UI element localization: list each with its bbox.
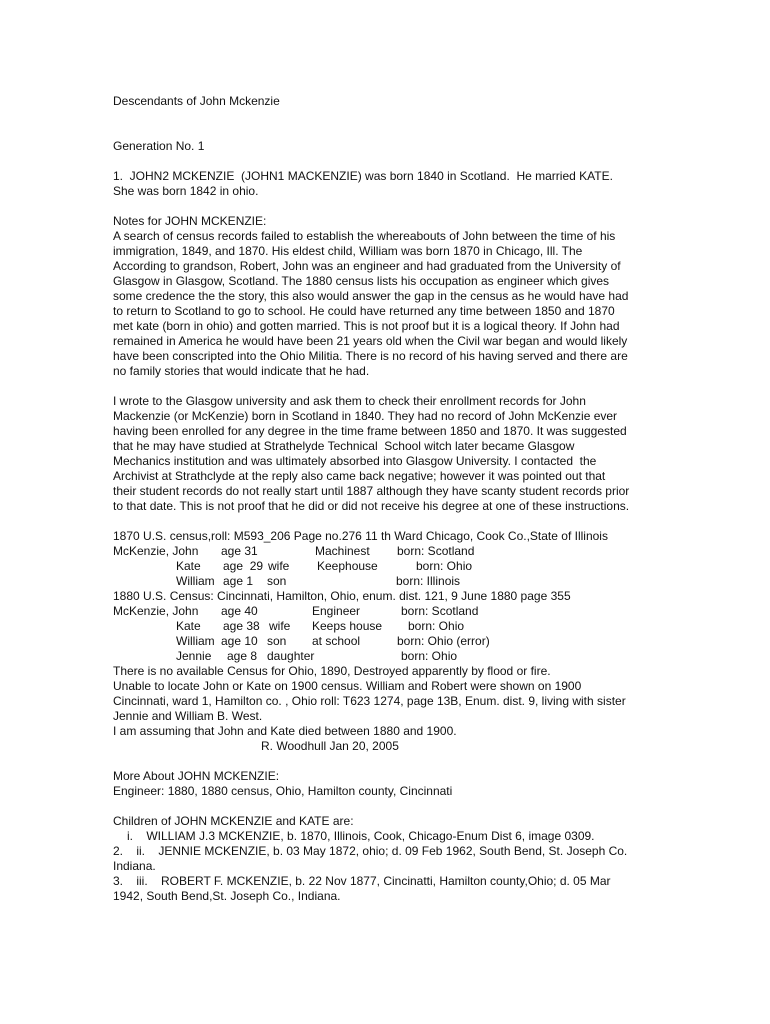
child-item: 2. ii. JENNIE MCKENZIE, b. 03 May 1872, ohio; d. 09 Feb 1962, South Bend, St. Joseph Co.	[113, 844, 628, 858]
entry-line-2: She was born 1842 in ohio.	[113, 184, 259, 198]
census-born: born: Illinois	[396, 574, 461, 588]
text-line: met kate (born in ohio) and gotten married. This is not proof but it is a logical theory. If John had	[113, 319, 620, 333]
census-born: born: Scotland	[397, 544, 475, 558]
text-line: to that date. This is not proof that he did or did not receive his degree at one of these instructions.	[113, 499, 630, 513]
census-born: born: Scotland	[401, 604, 479, 618]
notes-paragraph-1	[113, 229, 673, 379]
census-name: William	[176, 634, 215, 648]
census-age: age 8	[227, 649, 258, 663]
text-line: no family stories that would indicate that he had.	[113, 364, 370, 378]
text-line: immigration, 1849, and 1870. His eldest child, William was born 1870 in Chicago, Ill. The	[113, 244, 583, 258]
census-born: born: Ohio	[408, 619, 465, 633]
census-relation: son	[267, 634, 287, 648]
signature: R. Woodhull Jan 20, 2005	[261, 739, 399, 753]
census-age: age 40	[221, 604, 258, 618]
census-1880	[113, 589, 673, 664]
notes-heading: Notes for JOHN MCKENZIE:	[113, 214, 267, 228]
text-line: Mackenzie (or McKenzie) born in Scotland in 1840. They had no record of John McKenzie ever	[113, 409, 618, 423]
notes-paragraph-2	[113, 394, 673, 514]
census-name: Kate	[176, 619, 201, 633]
text-line: some credence the the story, this also would answer the gap in the census as he would have had	[113, 289, 629, 303]
census-age: age 31	[221, 544, 258, 558]
census-relation: wife	[268, 559, 290, 573]
census-relation: wife	[269, 619, 291, 633]
census-1870	[113, 529, 673, 589]
census-name: McKenzie, John	[113, 544, 199, 558]
census-relation: son	[267, 574, 287, 588]
more-about-line: Engineer: 1880, 1880 census, Ohio, Hamilton county, Cincinnati	[113, 784, 453, 798]
census-row	[113, 634, 673, 649]
children-list	[113, 829, 673, 904]
census-age: age 38	[223, 619, 260, 633]
generation-heading: Generation No. 1	[113, 139, 205, 153]
census-row	[113, 649, 673, 664]
document-page	[113, 94, 673, 904]
census-name: William	[176, 574, 215, 588]
census-name: McKenzie, John	[113, 604, 199, 618]
text-line: their student records do not really start until 1887 although they have scanty student records prior	[113, 484, 630, 498]
census-row	[113, 559, 673, 574]
text-line: There is no available Census for Ohio, 1890, Destroyed apparently by flood or fire.	[113, 664, 551, 678]
census-born: born: Ohio (error)	[397, 634, 490, 648]
text-line: Glasgow in Glasgow, Scotland. The 1880 census lists his occupation as engineer which gives	[113, 274, 610, 288]
census-occupation: Engineer	[312, 604, 361, 618]
entry-line-1: 1. JOHN2 MCKENZIE (JOHN1 MACKENZIE) was born 1840 in Scotland. He married KATE.	[113, 169, 613, 183]
text-line: remained in America he would have been 21 years old when the Civil war began and would likely	[113, 334, 628, 348]
census-occupation: at school	[312, 634, 361, 648]
census-name: Jennie	[176, 649, 212, 663]
census-occupation: Keephouse	[317, 559, 378, 573]
census-row	[113, 574, 673, 589]
census-name: Kate	[176, 559, 201, 573]
text-line: have been conscripted into the Ohio Militia. There is no record of his having served and there are	[113, 349, 628, 363]
text-line: having been enrolled for any degree in the time frame between 1850 and 1870. It was suggested	[113, 424, 627, 438]
text-line: to return to Scotland to go to school. He could have returned any time between 1850 and 1870	[113, 304, 615, 318]
census-1870-header: 1870 U.S. census,roll: M593_206 Page no.276 11 th Ward Chicago, Cook Co.,State of Illinois	[113, 529, 608, 543]
census-row	[113, 544, 673, 559]
text-line: Cincinnati, ward 1, Hamilton co. , Ohio roll: T623 1274, page 13B, Enum. dist. 9, living with sister	[113, 694, 626, 708]
children-heading: Children of JOHN MCKENZIE and KATE are:	[113, 814, 354, 828]
text-line: According to grandson, Robert, John was an engineer and had graduated from the University of	[113, 259, 621, 273]
text-line: Unable to locate John or Kate on 1900 census. William and Robert were shown on 1900	[113, 679, 582, 693]
text-line: that he may have studied at Strathelyde Technical School witch later became Glasgow	[113, 439, 575, 453]
census-1880-header: 1880 U.S. Census: Cincinnati, Hamilton, Ohio, enum. dist. 121, 9 June 1880 page 355	[113, 589, 571, 603]
child-item: 3. iii. ROBERT F. MCKENZIE, b. 22 Nov 1877, Cincinatti, Hamilton county,Ohio; d. 05 Mar	[113, 874, 611, 888]
census-relation: daughter	[267, 649, 315, 663]
census-age: age 29	[223, 559, 264, 573]
text-line: I am assuming that John and Kate died between 1880 and 1900.	[113, 724, 457, 738]
child-item-continued: Indiana.	[113, 859, 156, 873]
text-line: Mechanics institution and was ultimately absorbed into Glasgow University. I contacted the	[113, 454, 597, 468]
more-about-heading: More About JOHN MCKENZIE:	[113, 769, 280, 783]
census-occupation: Keeps house	[312, 619, 383, 633]
census-born: born: Ohio	[401, 649, 458, 663]
text-line: Archivist at Strathclyde at the reply also came back negative; however it was pointed out that	[113, 469, 606, 483]
census-born: born: Ohio	[416, 559, 473, 573]
census-age: age 10	[221, 634, 258, 648]
child-item-continued: 1942, South Bend,St. Joseph Co., Indiana.	[113, 889, 341, 903]
census-age: age 1	[223, 574, 254, 588]
census-row	[113, 604, 673, 619]
text-line: A search of census records failed to establish the whereabouts of John between the time of his	[113, 229, 616, 243]
census-row	[113, 619, 673, 634]
text-line: I wrote to the Glasgow university and ask them to check their enrollment records for John	[113, 394, 586, 408]
census-occupation: Machinest	[315, 544, 370, 558]
text-line: Jennie and William B. West.	[113, 709, 263, 723]
document-title: Descendants of John Mckenzie	[113, 94, 280, 108]
child-item: i. WILLIAM J.3 MCKENZIE, b. 1870, Illinois, Cook, Chicago-Enum Dist 6, image 0309.	[127, 829, 595, 843]
census-notes	[113, 664, 673, 739]
